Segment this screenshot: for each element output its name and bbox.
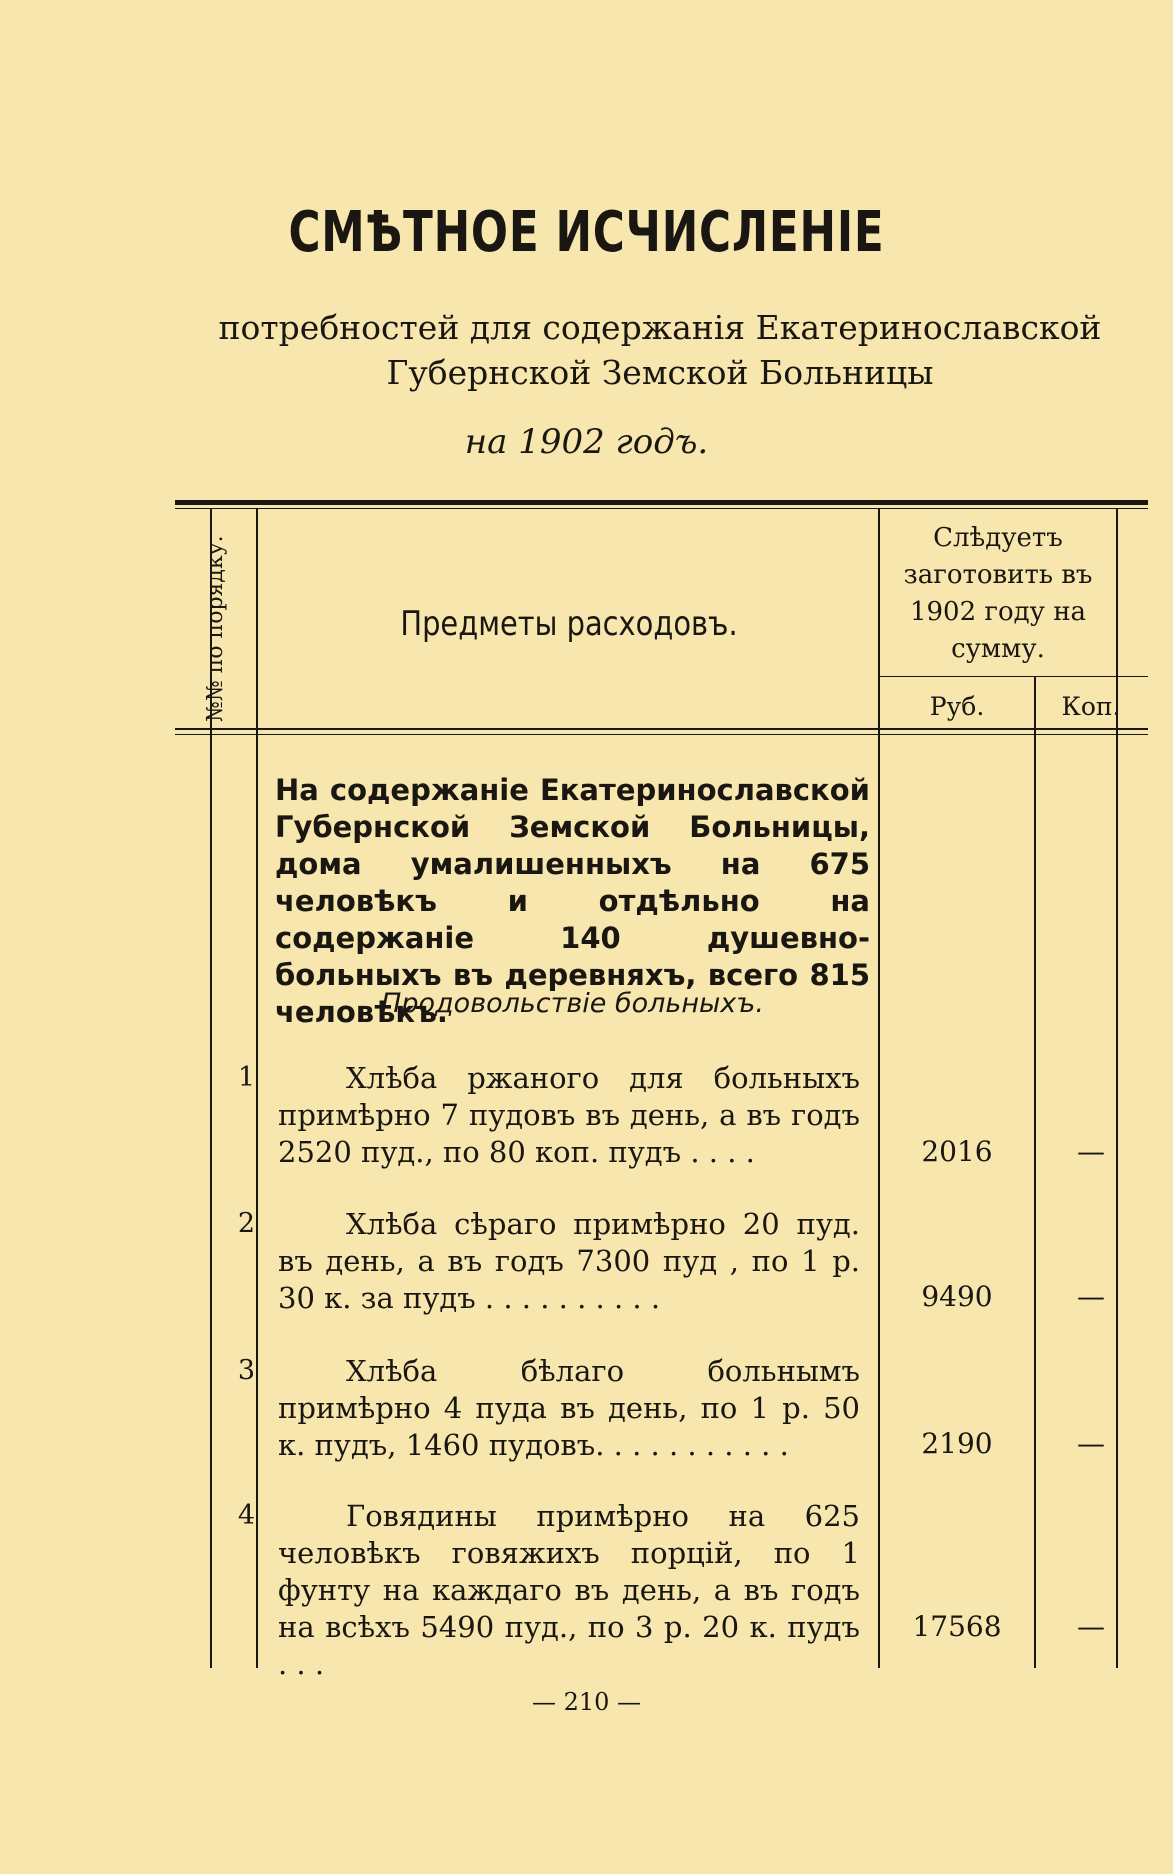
col-line-right: [1116, 508, 1118, 1668]
col-line-rub: [1034, 676, 1036, 1668]
column-header-kop: Коп.: [1061, 692, 1121, 721]
row-text: Хлѣба сѣраго примѣрно 20 пуд. въ день, а въ годъ 7300 пуд , по 1 р. 30 к. за пудъ . . . . . . . . . .: [278, 1207, 860, 1315]
intro-paragraph: На содержаніе Екатеринославской Губернской Земской Больницы, дома умалишенныхъ на 675 человѣкъ и отдѣльно на содержаніе 140 душевно-больныхъ въ деревняхъ, всего 815 человѣкъ.: [275, 773, 870, 1029]
row-rub: 9490: [921, 1280, 993, 1313]
table-top-rule: [175, 500, 1148, 505]
header-bottom-rule-thin: [175, 734, 1148, 735]
col-line-items: [878, 508, 880, 1668]
row-number: 1: [237, 1062, 255, 1093]
table-top-rule-thin: [175, 508, 1148, 509]
section-heading: Продовольствіе больныхъ.: [381, 988, 764, 1019]
row-kop: —: [1077, 1610, 1105, 1643]
header-bottom-rule: [175, 728, 1148, 730]
row-kop: —: [1077, 1135, 1105, 1168]
row-number: 3: [237, 1355, 255, 1386]
col-line-num: [256, 508, 258, 1668]
row-text: Хлѣба бѣлаго больнымъ примѣрно 4 пуда въ день, по 1 р. 50 к. пудъ, 1460 пудовъ. . . . . . . . . . .: [278, 1354, 860, 1462]
row-kop: —: [1077, 1280, 1105, 1313]
page-year: на 1902 годъ.: [464, 422, 709, 462]
sum-subheader-rule: [880, 676, 1148, 677]
column-header-number-label: №№ по порядку.: [203, 535, 228, 722]
row-number: 2: [237, 1208, 255, 1239]
row-kop: —: [1077, 1427, 1105, 1460]
page-title: СМѢТНОЕ ИСЧИСЛЕНІЕ: [288, 200, 885, 265]
column-header-number: [203, 535, 245, 722]
row-text: Хлѣба ржаного для больныхъ примѣрно 7 пудовъ въ день, а въ годъ 2520 пуд., по 80 коп. пудъ . . . .: [278, 1061, 860, 1169]
column-header-sum: Слѣдуетъ заготовить въ 1902 году на сумму.: [903, 523, 1093, 664]
column-header-rub: Руб.: [929, 692, 985, 721]
row-rub: 2190: [921, 1427, 993, 1460]
page-subtitle: потребностей для содержанія Екатеринославской Губернской Земской Больницы: [218, 308, 1102, 392]
column-header-items: Предметы расходовъ.: [400, 604, 738, 644]
row-rub: 17568: [912, 1610, 1002, 1643]
row-text: Говядины примѣрно на 625 человѣкъ говяжихъ порцій, по 1 фунту на каждаго въ день, а въ годъ на всѣхъ 5490 пуд., по 3 р. 20 к. пудъ . . .: [278, 1499, 860, 1681]
row-rub: 2016: [921, 1135, 993, 1168]
row-number: 4: [237, 1500, 255, 1531]
page-number: — 210 —: [531, 1688, 642, 1716]
